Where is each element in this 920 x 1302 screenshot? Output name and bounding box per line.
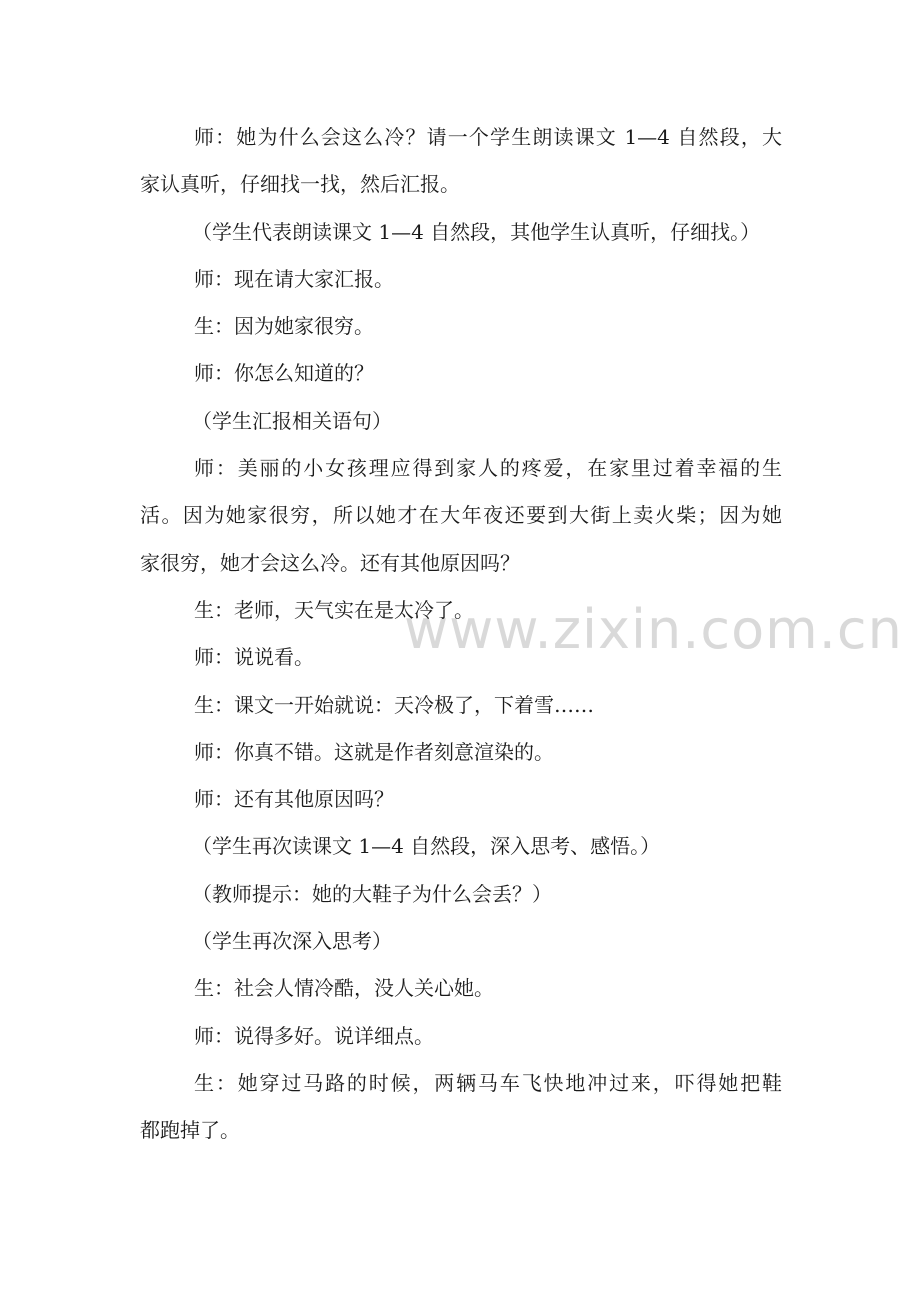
text-line: 师：说说看。 [194,645,314,670]
text-line: 生：老师，天气实在是太冷了。 [194,597,474,622]
text-line: 师：你真不错。这就是作者刻意渲染的。 [194,739,554,764]
text-line: （教师提示：她的大鞋子为什么会丢？） [192,881,552,906]
text-line: 都跑掉了。 [140,1118,240,1143]
text-line: 师：她为什么会这么冷？请一个学生朗读课文 1—4 自然段，大 [194,125,782,149]
text-line: （学生代表朗读课文 1—4 自然段，其他学生认真听，仔细找。） [192,219,761,244]
text-line: 师：美丽的小女孩理应得到家人的疼爱，在家里过着幸福的生 [194,456,782,481]
text-line: （学生再次深入思考） [192,929,392,954]
text-line: （学生再次读课文 1—4 自然段，深入思考、感悟。） [192,834,661,859]
text-line: 生：她穿过马路的时候，两辆马车飞快地冲过来，吓得她把鞋 [194,1070,782,1095]
text-line: 家很穷，她才会这么冷。还有其他原因吗？ [140,550,520,575]
text-line: 师：说得多好。说详细点。 [194,1023,434,1048]
document-body [140,114,782,1155]
watermark: www.zixin.com.cn [404,598,903,661]
text-line: 师：你怎么知道的？ [194,361,374,386]
text-line: 生：课文一开始就说：天冷极了，下着雪…… [194,692,594,717]
text-line: 家认真听，仔细找一找，然后汇报。 [140,172,460,197]
text-line: 活。因为她家很穷，所以她才在大年夜还要到大街上卖火柴；因为她 [140,503,782,528]
text-line: 师：还有其他原因吗？ [194,787,394,812]
text-line: 生：社会人情冷酷，没人关心她。 [194,976,494,1001]
text-line: （学生汇报相关语句） [192,408,392,433]
text-line: 生：因为她家很穷。 [194,314,374,339]
text-line: 师：现在请大家汇报。 [194,266,394,291]
